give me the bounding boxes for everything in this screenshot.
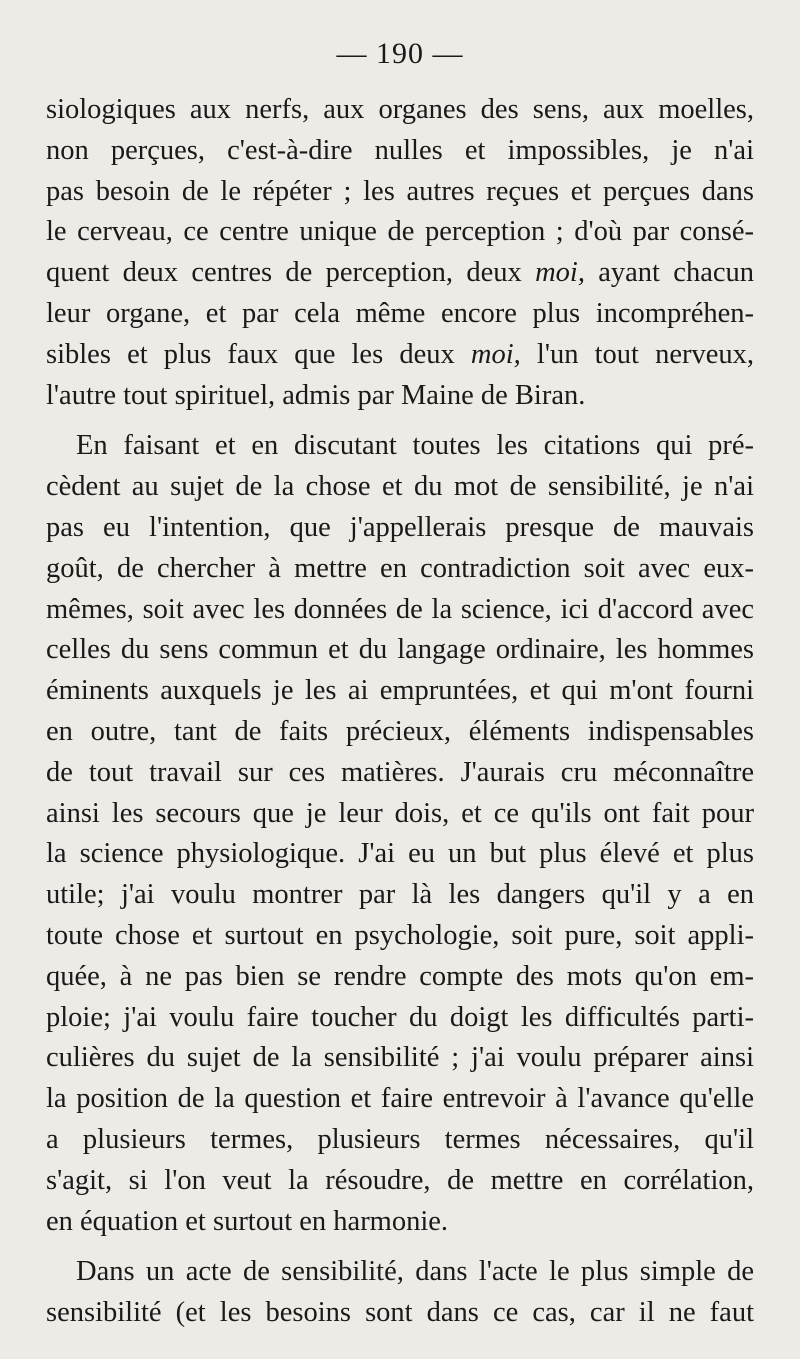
text-line: quée, à ne pas bien se rendre compte des mots qu'on em- [46,960,754,992]
paragraph-gap [46,1242,754,1252]
text-line: pas eu l'intention, que j'appellerais presque de mauvais [46,511,754,543]
text-line: ploie; j'ai voulu faire toucher du doigt les difficultés parti- [46,1001,754,1033]
text-line: non perçues, c'est-à-dire nulles et impossibles, je n'ai [46,134,754,166]
text-line: toute chose et surtout en psychologie, soit pure, soit appli- [46,919,754,951]
text-line: culières du sujet de la sensibilité ; j'ai voulu préparer ainsi [46,1042,754,1074]
text-segment: sibles et plus faux que les deux [46,338,471,370]
text-line [46,335,754,376]
italic-word: moi, [470,338,521,370]
text-line: celles du sens commun et du langage ordinaire, les hommes [46,634,754,666]
text-line: ainsi les secours que je leur dois, et ce qu'ils ont fait pour [46,797,754,829]
text-line: sensibilité (et les besoins sont dans ce cas, car il ne faut [46,1297,754,1329]
text-line: a plusieurs termes, plusieurs termes nécessaires, qu'il [46,1123,754,1155]
text-line: de tout travail sur ces matières. J'aurais cru méconnaître [46,756,754,788]
text-line: l'autre tout spirituel, admis par Maine de Biran. [46,379,586,411]
italic-word: moi, [535,257,585,289]
text-line: la science physiologique. J'ai eu un but plus élevé et plus [46,838,754,870]
paragraph [46,426,754,1242]
text-line: goût, de chercher à mettre en contradiction soit avec eux- [46,552,754,584]
text-line: s'agit, si l'on veut la résoudre, de mettre en corrélation, [46,1164,754,1196]
text-line: leur organe, et par cela même encore plus incompréhen- [46,297,754,329]
paragraph [46,90,754,416]
page-number: — 190 — [336,37,464,70]
text-line: éminents auxquels je les ai empruntées, et qui m'ont fourni [46,675,754,707]
text-segment: l'un tout nerveux, [520,338,754,370]
text-line: en outre, tant de faits précieux, éléments indispensables [46,715,754,747]
text-line [46,253,754,294]
paragraph [46,1252,754,1334]
text-line: en équation et surtout en harmonie. [46,1205,449,1237]
text-line: cèdent au sujet de la chose et du mot de sensibilité, je n'ai [46,471,754,503]
text-line: la position de la question et faire entrevoir à l'avance qu'elle [46,1083,754,1115]
text-line: pas besoin de le répéter ; les autres reçues et perçues dans [46,175,754,207]
text-line: siologiques aux nerfs, aux organes des sens, aux moelles, [46,94,754,125]
text-line: le cerveau, ce centre unique de perception ; d'où par consé- [46,216,754,248]
text-line: mêmes, soit avec les données de la science, ici d'accord avec [46,593,754,625]
text-segment: quent deux centres de perception, deux [46,257,536,289]
paragraph-gap [46,416,754,426]
text-line: En faisant et en discutant toutes les citations qui pré- [76,430,754,462]
body-text [46,90,754,1334]
text-line: Dans un acte de sensibilité, dans l'acte le plus simple de [76,1256,754,1288]
text-segment: ayant chacun [584,257,754,289]
text-line: utile; j'ai voulu montrer par là les dangers qu'il y a en [46,879,754,911]
